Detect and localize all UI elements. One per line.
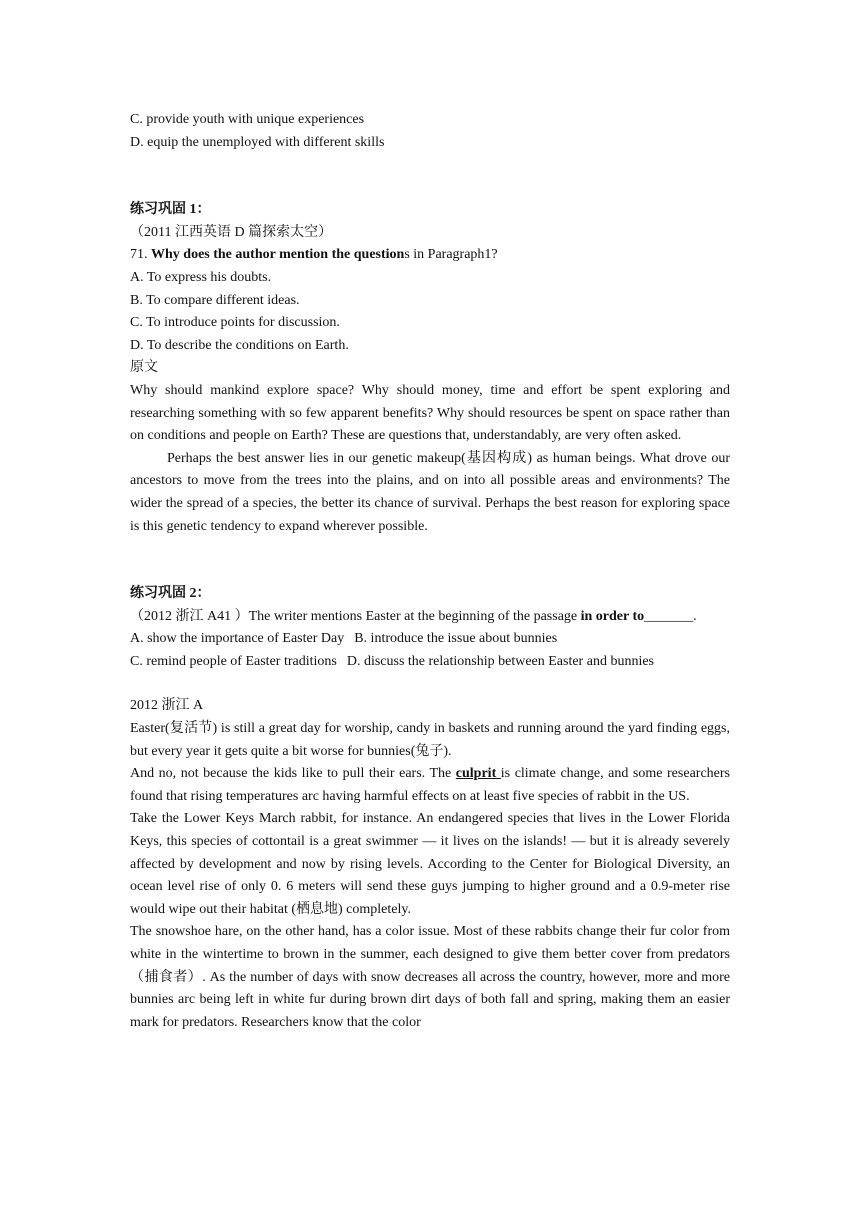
passage-paragraph-1: Why should mankind explore space? Why should money, time and effort be spent exploring and researching something with so few apparent benefits? Why should resources be spent on space rather than on conditions and people on Earth? These are questions that, understandably, are very often asked. [130, 382, 730, 444]
practice1-option-d: D. To describe the conditions on Earth. [130, 337, 349, 353]
spacer [130, 538, 730, 583]
option-c-line: C. provide youth with unique experiences [130, 112, 365, 127]
practice2-option-a: A. show the importance of Easter Day [130, 631, 345, 647]
practice1-question [130, 244, 730, 267]
practice1-option-b: B. To compare different ideas. [130, 292, 300, 308]
p2-before-text: And no, not because the kids like to pull their ears. The [130, 766, 456, 782]
practice2-options-row-2 [130, 651, 730, 674]
easter-paragraph-3: Take the Lower Keys March rabbit, for instance. An endangered species that lives in the Lower Florida Keys, this species of cottontail is a great swimmer — it lives on the islands! — but it is already severely affected by development and now by rising levels. According to the Center for Biological Diversity, an ocean level rise of only 0. 6 meters will send these guys jumping to higher ground and a 0.9-meter rise would wipe out their habitat (栖息地) completely. [130, 811, 730, 917]
question-number: 71. [130, 247, 151, 263]
practice1-option-c: C. To introduce points for discussion. [130, 315, 340, 331]
original-text-label: 原文 [130, 360, 158, 376]
easter-paragraph-4: The snowshoe hare, on the other hand, has a color issue. Most of these rabbits change their fur color from white in the wintertime to brown in the summer, each designed to give them better cover from predators（捕食者）. As the number of days with snow decreases all across the country, however, more and more bunnies arc being left in white fur during brown dirt days of both fall and spring, making them an easier mark for predators. Researchers know that the color [130, 924, 730, 1030]
spacer [130, 154, 730, 199]
practice2-option-b: B. introduce the issue about bunnies [354, 631, 558, 647]
question-bold-text: Why does the author mention the question [151, 247, 405, 263]
easter-paragraph-2 [130, 763, 730, 808]
practice1-source: （2011 江西英语 D 篇探索太空） [130, 224, 333, 240]
practice2-option-c: C. remind people of Easter traditions [130, 653, 337, 669]
culprit-keyword: culprit [455, 766, 501, 782]
practice2-question [130, 606, 730, 629]
question-rest-text: s in Paragraph1? [404, 247, 498, 263]
option-d-line: D. equip the unemployed with different skills [130, 134, 385, 150]
spacer [130, 673, 730, 695]
p2-after-text: is climate change, and some researchers found that rising temperatures arc having harmful effects on at least five species of rabbit in the US. [130, 766, 730, 804]
practice1-heading: 练习巩固 1： [130, 202, 211, 218]
question-bold-text: in order to [580, 608, 645, 624]
question-start-text: （2012 浙江 A41 ）The writer mentions Easter at the beginning of the passage [130, 608, 581, 624]
passage-paragraph-2: Perhaps the best answer lies in our genetic makeup(基因构成) as human beings. What drove our ancestors to move from the trees into the plains, and on into all possible areas and environments? The wider the spread of a species, the better its chance of survival. Perhaps the best reason for exploring space is this genetic tendency to expand wherever possible. [130, 450, 730, 534]
practice2-option-d: D. discuss the relationship between Easter and bunnies [346, 653, 654, 669]
easter-paragraph-1: Easter(复活节) is still a great day for worship, candy in baskets and running around the yard finding eggs, but every year it gets quite a bit worse for bunnies(兔子). [130, 721, 730, 759]
passage-source-label: 2012 浙江 A [130, 698, 204, 714]
practice1-option-a: A. To express his doubts. [130, 269, 272, 285]
practice2-heading: 练习巩固 2： [130, 586, 211, 602]
question-blank: _______. [644, 608, 697, 624]
document-page [130, 109, 730, 1034]
practice2-options-row-1 [130, 628, 730, 651]
